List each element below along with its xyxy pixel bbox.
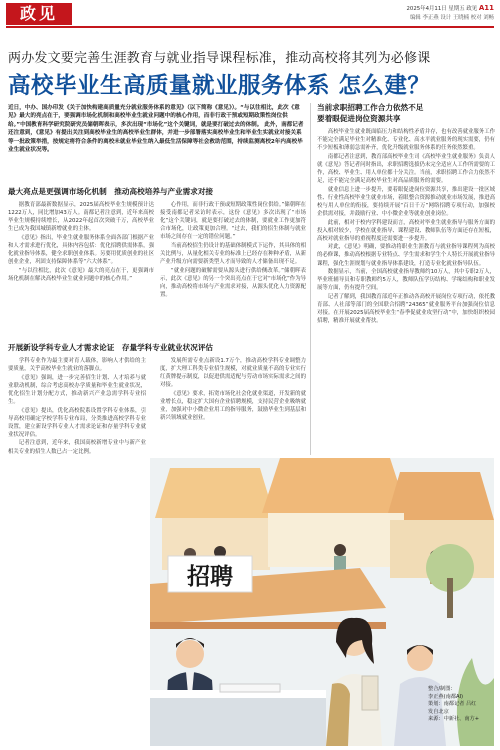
section-2-column-b — [160, 357, 306, 455]
issue-weekday: 星期五 — [448, 6, 465, 12]
section-masthead: 政见 — [6, 3, 72, 25]
body-paragraph: 《意见》强调，进一步完善招生计划、人才培养与就业联动机制，综合考虑高校办学质量和毕业生就业状况，优化招生计划分配方式，推动新兴产业急需学科专业招生。 — [8, 374, 146, 405]
issue-date: 2025年4月11日 — [406, 6, 447, 12]
right-heading-line-2: 要着眼促进岗位资源共享 — [317, 113, 401, 123]
body-paragraph: 学科专业作为最主要对育人载体，影响人才供给的主要质量，关乎高校毕业生就业的落脚点。 — [8, 358, 146, 373]
body-paragraph: 《意见》提出，优化高校院系设置学科专业体系，引导高校用确定学校学科专业布局，分类推进高校学科专业设置，建立新设学科专业人才需求论证和存量学科专业就业状况评估。 — [8, 407, 146, 438]
main-headline: 高校毕业生高质量就业服务体系 怎么建？ — [8, 73, 431, 99]
body-paragraph: 数据显示，当前，全国高校就业指导教师约10万人，其中专职2万人，毕业班辅导员和专职教师约5万人，教师队伍学历结构、学缘结构和职业发展等方面，仍有提升空间。 — [317, 269, 495, 292]
body-paragraph: 南都记者注意到，教育部高校毕业生司《高校毕业生就业服务》负责人就《意见》答记者问时指出，求职招聘选拔仍未完全适应人工作所需要的工作，高校、毕业生、用人单位都十分关注。当前，求职招聘工作合力依然不足，还不能完全满足高校毕业生对高品质服务的需要。 — [317, 153, 495, 185]
right-column-body — [317, 128, 495, 456]
body-paragraph: 记者注意到，近年来，我国高校新增专业中与新产业相关专业的招生人数已占一定比例。 — [8, 440, 146, 455]
credit-line: 整合/制图： — [428, 686, 456, 692]
body-paragraph: 据教育部最新数据显示，2025届高校毕业生规模预计达1222万人，同比增加43万人。南都记者注意到，近年来高校毕业生规模持续增长，从2022年起首次突破千万，高校毕业生已成为我国城镇新增就业的主体。 — [8, 202, 154, 233]
credit-line: 李正燕(南都AI) — [428, 693, 464, 700]
page-header — [0, 0, 500, 26]
credit-line: 发自北京 — [428, 708, 449, 715]
recruit-sign-text: 招聘 — [187, 564, 233, 590]
header-rule — [6, 26, 494, 28]
body-paragraph: 发展所需专业点新设1.7万个，推动高校学科专业调整力度，扩大理工科类专业招生规模，对就业质量不高的专业实行红黄牌提示制度，以促进供需适配与劳动市场实际需求之间的对接。 — [160, 358, 306, 389]
body-paragraph: 《意见》指出，毕业生就业服务体系全面各部门根据产业和人才需求进行优化，具体内容包括：优化招聘供需体系，强化就业指导体系，健全求职创业体系。另要用优质创业的社区创业企业，巩固支持保障体系等“六大体系”。 — [8, 234, 154, 266]
section-1-heading: 最大亮点是更强调市场化机制 推动高校培养与产业需求对接 — [8, 187, 214, 196]
credit-line: 策划：南都记者 吕红 — [428, 701, 477, 708]
editor-credits: 编辑 李正燕 设计 王晓楠 校对 刘畅 — [409, 15, 494, 21]
section-1-column-a — [8, 201, 154, 283]
kicker-headline: 两办发文要完善生涯教育与就业指导课程标准，推动高校将其列为必修课 — [8, 51, 431, 66]
right-column-heading — [317, 103, 495, 124]
body-paragraph: 记者了解到，我国教育部近年正推动各高校开展岗位专项行动，依托教育部、人社部等部门的全国联合招聘“24365”就业服务平台加强岗位信息对接。在开展2025届高校毕业生“春季促就业攻坚行动”中，加快组织校园招聘，精准开展就业帮扶。 — [317, 293, 495, 325]
page-info — [300, 4, 494, 21]
section-label: 政见 — [466, 6, 478, 12]
section-2-column-a — [8, 357, 146, 469]
section-1-column-b — [160, 201, 306, 300]
body-paragraph: 当前高校招生仍设计的基础体制模式下运作，其具体的相关比例与，从量化相关专业的标准上已经存在种种矛盾，从新产业升级方向需要新类型人才而导致的人才储备出现不足。 — [160, 242, 306, 266]
body-paragraph: 高校毕业生就业既面临压力和结构性矛盾并存，也有改善就业服务工作不能完全满足毕业生对精准化、专业化、高水平就业服务的现实需要，仍有不少短板和薄弱急需补齐，优化升级就业服务体系的任务依然繁重。 — [317, 129, 495, 152]
body-paragraph: “就业问题的破解需要从源头进行供给侧改革。”储朝晖表示，此次《意见》的另一个突出亮点在于它对“市场化”作为导向，推动高校将市场与产业需求对接，从源头优化人力资源配置。 — [160, 267, 306, 299]
body-paragraph: 《意见》要求，拓宽市场化社会化就业渠道，开发新的就业增长点，稳定扩大国有企业招聘规模，支持民营企业吸纳就业，加强对中小微企业用工的指导服务，鼓励毕业生到基层和新兴领域就业创业。 — [160, 390, 306, 422]
photo-credit — [428, 686, 494, 724]
body-paragraph: 对此，《意见》明确，要推动将职业生涯教育与就业指导课程列为高校的必修课，推动高校根据专业特点、学生需求和学生个人特长开展就业指导课程，强化生涯规划与就业指导体系建设，打造专业化就业指导队伍。 — [317, 244, 495, 267]
body-paragraph: 此前，相对于校内学科建设而言，高校对毕业生就业指导与服务方面的投入相对较少，学校在就业指导、课程建设、教师队伍等方面还存在短板，高校对就业指导的重视程度还需要进一步提升。 — [317, 219, 495, 242]
page-number: A11 — [478, 4, 494, 12]
column-divider — [310, 103, 311, 455]
body-paragraph: 心作用，而非行政干预或短期政策性岗位供给。”储朝晖在接受南都记者采访时表示，这份《意见》多次出现了“市场化”这个关键词，就是要打破过去的体制，要就业工作更加符合市场化，让政策更加合理。“过去，我们的招生体制与就业市场之间存在一定的错位问题。” — [160, 202, 306, 241]
credit-line: 来源：中新社、南方+ — [428, 716, 480, 723]
lede-paragraph: 近日，中办、国办印发《关于加快构建高质量充分就业服务体系的意见》（以下简称《意见》）。“与以往相比，此次《意见》最大的亮点在于，要强调市场化机制和高校毕业生就业问题中的核心作用，而非行政干预或短期政策性岗位供给。”中国教育科学研究院研究员储朝晖表示，多次出现“市场化”这个关键词，就是要打破过去的体制。 此外，南都记者还注意到，《意见》有提出关注到高校毕业生的高校毕业生群体，并进一步部署落实高校毕业生和毕业生实就业对接关系等一批政策举措，按规定将符合条件的离校未就业毕业生纳入最低生活保障等社会救助范围，持续监测离校2年内高校毕业生就业状况等。 — [8, 105, 304, 154]
body-paragraph: 就业信息上进一步提升，要着眼促进岗位资源共享，推出建设一批区域性、行业性高校毕业生就业市场，着眼整合资源推动就业市场发展，推进高校与用人单位的衔接，要持续开展“百日千万”网络招聘专项行动，加强校企供需对接，并鼓励行业、中小微企业等就业创业岗位。 — [317, 186, 495, 217]
body-paragraph: “与以往相比，此次《意见》最大的亮点在于，更强调市场化机制在解决高校毕业生就业问题中的核心作用。” — [8, 267, 154, 282]
section-2-heading: 开展新设学科专业人才需求论证 存量学科专业就业状况评估 — [8, 343, 214, 352]
right-heading-line-1: 当前求职招聘工作合力依然不足 — [317, 103, 424, 112]
